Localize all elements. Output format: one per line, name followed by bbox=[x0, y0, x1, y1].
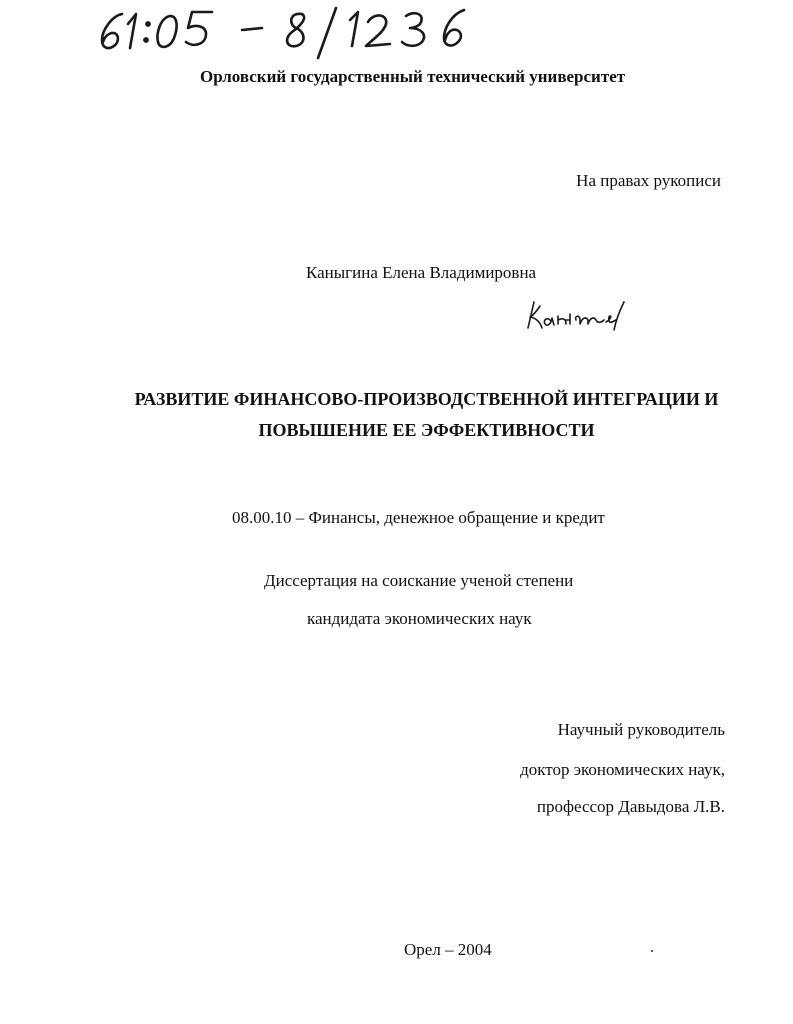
dissertation-title-line-1: РАЗВИТИЕ ФИНАНСОВО-ПРОИЗВОДСТВЕННОЙ ИНТЕГРАЦИИ И bbox=[134, 389, 719, 409]
degree-statement-line-1: Диссертация на соискание ученой степени bbox=[264, 571, 574, 590]
specialty-code: 08.00.10 – Финансы, денежное обращение и кредит bbox=[232, 508, 605, 527]
signature-drawing bbox=[524, 298, 632, 332]
author-name: Каныгина Елена Владимировна bbox=[306, 263, 537, 282]
city-year: Орел – 2004 bbox=[404, 940, 492, 959]
advisor-name: профессор Давыдова Л.В. bbox=[536, 797, 725, 816]
dissertation-title-line-2: ПОВЫШЕНИЕ ЕЕ ЭФФЕКТИВНОСТИ bbox=[258, 420, 595, 440]
advisor-degree: доктор экономических наук, bbox=[520, 760, 725, 779]
manuscript-rights-note: На правах рукописи bbox=[576, 171, 721, 190]
author-signature bbox=[524, 298, 632, 332]
handwritten-code-drawing bbox=[92, 0, 512, 64]
handwritten-archive-code bbox=[92, 0, 512, 64]
scan-speck bbox=[651, 950, 653, 952]
advisor-role: Научный руководитель bbox=[557, 720, 725, 739]
degree-statement-line-2: кандидата экономических наук bbox=[307, 609, 532, 628]
university-name: Орловский государственный технический университет bbox=[200, 67, 626, 86]
